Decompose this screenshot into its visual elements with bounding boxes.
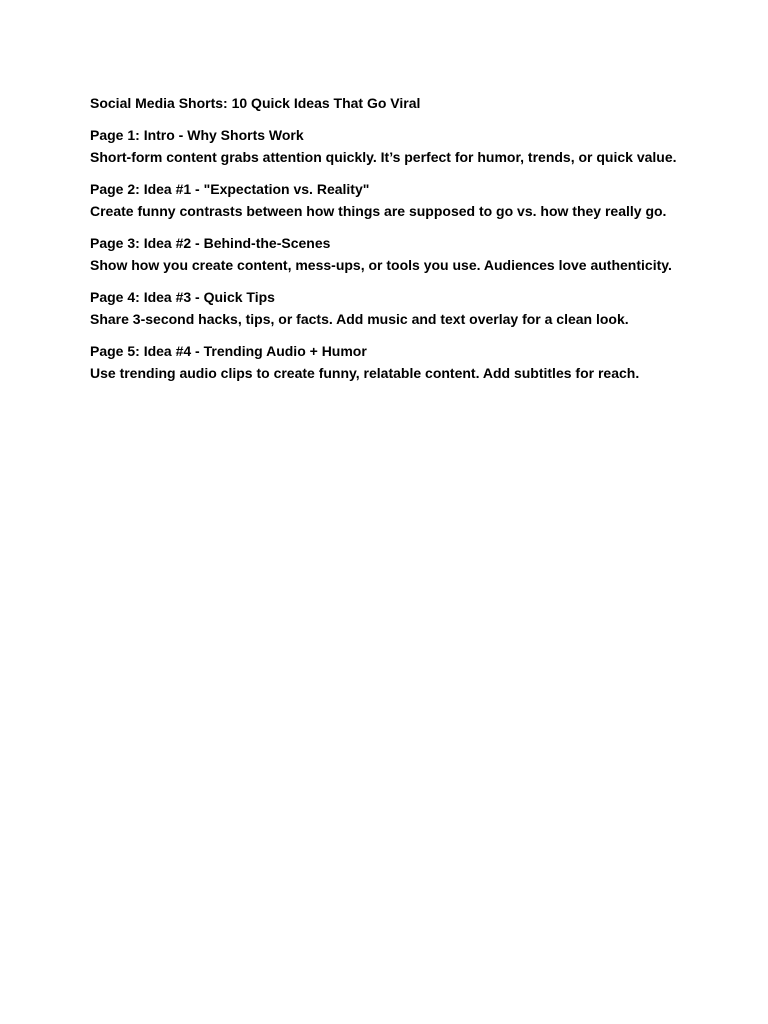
section-body: Create funny contrasts between how things are supposed to go vs. how they really go.: [90, 203, 667, 219]
document-title: Social Media Shorts: 10 Quick Ideas That Go Viral: [90, 95, 421, 111]
section-body: Share 3-second hacks, tips, or facts. Add music and text overlay for a clean look.: [90, 311, 629, 327]
document-content: [90, 92, 680, 394]
section-heading: Page 4: Idea #3 - Quick Tips: [90, 289, 275, 305]
section-heading: Page 2: Idea #1 - "Expectation vs. Reality": [90, 181, 370, 197]
section-page-2: [90, 178, 680, 222]
section-heading: Page 3: Idea #2 - Behind-the-Scenes: [90, 235, 331, 251]
section-page-4: [90, 286, 680, 330]
section-body: Use trending audio clips to create funny, relatable content. Add subtitles for reach.: [90, 365, 640, 381]
section-page-3: [90, 232, 680, 276]
section-heading: Page 1: Intro - Why Shorts Work: [90, 127, 304, 143]
section-page-5: [90, 340, 680, 384]
section-page-1: [90, 124, 680, 168]
section-body: Show how you create content, mess-ups, or tools you use. Audiences love authenticity.: [90, 257, 672, 273]
section-body: Short-form content grabs attention quickly. It’s perfect for humor, trends, or quick value.: [90, 149, 677, 165]
section-heading: Page 5: Idea #4 - Trending Audio + Humor: [90, 343, 367, 359]
